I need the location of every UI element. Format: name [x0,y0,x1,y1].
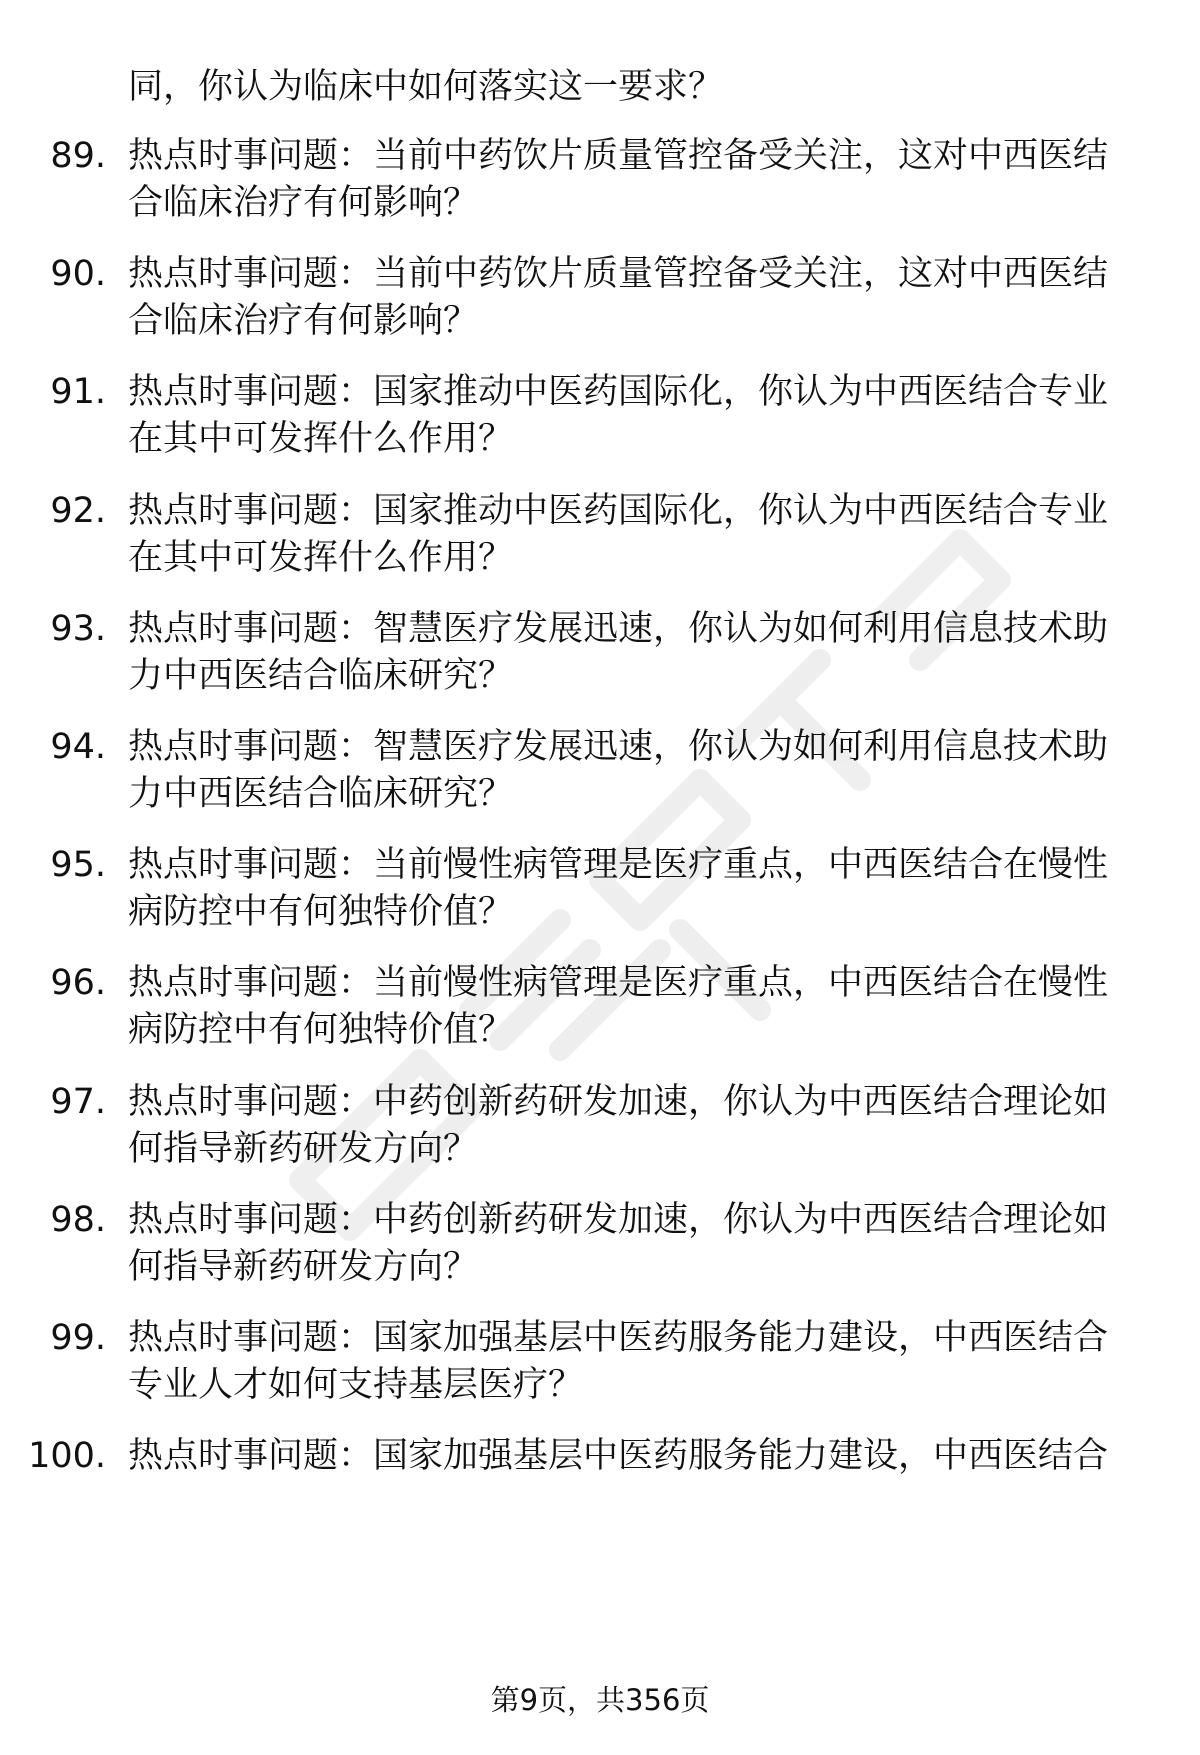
item-number: 97. [50,1082,106,1122]
item-text-line-1: 热点时事问题：智慧医疗发展迅速，你认为如何利用信息技术助 [128,609,1109,649]
list-item [0,604,1200,714]
item-text-line-2: 合临床治疗有何影响？ [128,301,479,341]
list-item [0,722,1200,832]
continuation-line: 同，你认为临床中如何落实这一要求？ [128,67,724,107]
item-text-line-2: 在其中可发挥什么作用？ [128,419,514,459]
item-number: 92. [50,491,106,531]
item-number: 95. [50,845,106,885]
item-text-line-1: 热点时事问题：当前中药饮片质量管控备受关注，这对中西医结 [128,254,1109,294]
item-text-line-2: 病防控中有何独特价值？ [128,892,514,932]
item-number: 94. [50,727,106,767]
item-number: 90. [50,254,106,294]
list-item [0,486,1200,596]
item-text-line-1: 热点时事问题：当前慢性病管理是医疗重点，中西医结合在慢性 [128,963,1109,1003]
item-text-line-1: 热点时事问题：国家加强基层中医药服务能力建设，中西医结合 [128,1436,1109,1476]
list-item [0,1313,1200,1423]
item-text-line-1: 热点时事问题：当前慢性病管理是医疗重点，中西医结合在慢性 [128,845,1109,885]
item-number: 93. [50,609,106,649]
item-text-line-2: 何指导新药研发方向？ [128,1247,479,1287]
list-item [0,1431,1200,1541]
item-text-line-2: 专业人才如何支持基层医疗？ [128,1365,584,1405]
item-text-line-1: 热点时事问题：中药创新药研发加速，你认为中西医结合理论如 [128,1082,1109,1122]
item-text-line-2: 在其中可发挥什么作用？ [128,538,514,578]
item-text-line-1: 热点时事问题：国家推动中医药国际化，你认为中西医结合专业 [128,372,1109,412]
item-number: 99. [50,1318,106,1358]
list-item [0,840,1200,950]
list-item [0,249,1200,359]
item-text-line-2: 合临床治疗有何影响？ [128,183,479,223]
item-text-line-1: 热点时事问题：智慧医疗发展迅速，你认为如何利用信息技术助 [128,727,1109,767]
item-number: 98. [50,1200,106,1240]
item-text-line-2: 力中西医结合临床研究？ [128,774,514,814]
item-number: 100. [28,1436,106,1476]
page-footer: 第9页，共356页 [490,1683,710,1717]
item-text-line-2: 力中西医结合临床研究？ [128,656,514,696]
item-text-line-1: 热点时事问题：国家推动中医药国际化，你认为中西医结合专业 [128,491,1109,531]
list-item [0,1195,1200,1305]
item-text-line-1: 热点时事问题：国家加强基层中医药服务能力建设，中西医结合 [128,1318,1109,1358]
item-number: 96. [50,963,106,1003]
item-text-line-1: 热点时事问题：当前中药饮片质量管控备受关注，这对中西医结 [128,136,1109,176]
list-item [0,958,1200,1068]
list-item [0,1077,1200,1187]
item-number: 91. [50,372,106,412]
item-number: 89. [50,136,106,176]
item-text-line-2: 病防控中有何独特价值？ [128,1010,514,1050]
list-item [0,131,1200,241]
list-item [0,367,1200,477]
item-text-line-1: 热点时事问题：中药创新药研发加速，你认为中西医结合理论如 [128,1200,1109,1240]
item-text-line-2: 何指导新药研发方向？ [128,1129,479,1169]
